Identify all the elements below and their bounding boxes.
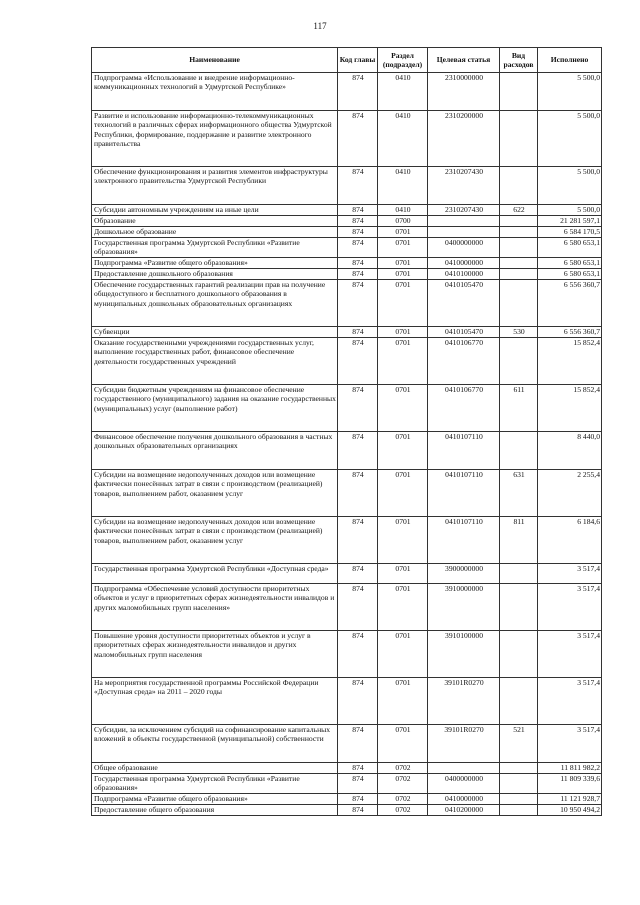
cell-chapter-code: 874 [338, 774, 378, 794]
cell-chapter-code: 874 [338, 631, 378, 678]
cell-section: 0702 [378, 774, 428, 794]
cell-expense-type [500, 774, 538, 794]
cell-expense-type [500, 631, 538, 678]
table-row [92, 238, 602, 258]
table-body [92, 73, 602, 816]
cell-section: 0701 [378, 517, 428, 564]
cell-name: Субсидии, за исключением субсидий на софинансирование капитальных вложений в объекты государственной (муниципальной) собственности [92, 725, 338, 763]
cell-executed: 11 121 928,7 [538, 794, 602, 805]
cell-name: Предоставление общего образования [92, 805, 338, 816]
cell-expense-type: 622 [500, 205, 538, 216]
cell-name: Финансовое обеспечение получения дошкольного образования в частных дошкольных образовательных организациях [92, 432, 338, 470]
cell-name: Общее образование [92, 763, 338, 774]
cell-name: Государственная программа Удмуртской Республики «Доступная среда» [92, 564, 338, 584]
table-row [92, 470, 602, 517]
cell-executed: 3 517,4 [538, 631, 602, 678]
cell-expense-type [500, 584, 538, 631]
cell-target-article: 2310207430 [428, 167, 500, 205]
cell-executed: 6 556 360,7 [538, 327, 602, 338]
cell-section: 0701 [378, 432, 428, 470]
cell-target-article: 2310207430 [428, 205, 500, 216]
cell-target-article: 0400000000 [428, 238, 500, 258]
cell-section: 0410 [378, 167, 428, 205]
cell-chapter-code: 874 [338, 227, 378, 238]
table-row [92, 258, 602, 269]
cell-executed: 6 184,6 [538, 517, 602, 564]
cell-section: 0701 [378, 238, 428, 258]
header-section: Раздел (подраздел) [378, 48, 428, 73]
cell-chapter-code: 874 [338, 111, 378, 167]
cell-executed: 3 517,4 [538, 678, 602, 725]
cell-chapter-code: 874 [338, 763, 378, 774]
table-row [92, 584, 602, 631]
budget-execution-table [91, 47, 602, 816]
cell-executed: 2 255,4 [538, 470, 602, 517]
table-row [92, 216, 602, 227]
cell-name: Субсидии на возмещение недополученных доходов или возмещение фактически понесённых затрат в связи с производством (реализацией) товаров, выполнением работ, оказанием услуг [92, 517, 338, 564]
cell-target-article: 0410100000 [428, 269, 500, 280]
cell-chapter-code: 874 [338, 470, 378, 517]
cell-chapter-code: 874 [338, 385, 378, 432]
cell-section: 0701 [378, 631, 428, 678]
cell-executed: 3 517,4 [538, 584, 602, 631]
cell-name: Подпрограмма «Развитие общего образования» [92, 258, 338, 269]
cell-section: 0701 [378, 564, 428, 584]
cell-section: 0702 [378, 794, 428, 805]
table-row [92, 517, 602, 564]
cell-expense-type [500, 238, 538, 258]
cell-section: 0700 [378, 216, 428, 227]
cell-expense-type [500, 111, 538, 167]
table-row [92, 564, 602, 584]
table-row [92, 794, 602, 805]
cell-target-article: 0410105470 [428, 327, 500, 338]
cell-section: 0410 [378, 205, 428, 216]
cell-section: 0702 [378, 763, 428, 774]
cell-executed: 21 281 597,1 [538, 216, 602, 227]
cell-section: 0701 [378, 385, 428, 432]
cell-chapter-code: 874 [338, 432, 378, 470]
cell-executed: 3 517,4 [538, 564, 602, 584]
table-row [92, 805, 602, 816]
cell-section: 0701 [378, 258, 428, 269]
cell-target-article: 3910000000 [428, 584, 500, 631]
cell-expense-type [500, 432, 538, 470]
table-row [92, 432, 602, 470]
cell-target-article: 0410107110 [428, 517, 500, 564]
table-row [92, 763, 602, 774]
cell-target-article: 2310200000 [428, 111, 500, 167]
cell-name: Развитие и использование информационно-телекоммуникационных технологий в различных сферах информационного общества Удмуртской Республики, формирование, поддержание и развитие электронного правительства [92, 111, 338, 167]
cell-chapter-code: 874 [338, 564, 378, 584]
header-target-article: Целевая статья [428, 48, 500, 73]
cell-executed: 8 440,0 [538, 432, 602, 470]
table-header-row [92, 48, 602, 73]
cell-chapter-code: 874 [338, 584, 378, 631]
cell-target-article: 2310000000 [428, 73, 500, 111]
cell-expense-type [500, 280, 538, 327]
table-row [92, 227, 602, 238]
cell-chapter-code: 874 [338, 517, 378, 564]
cell-target-article: 0410107110 [428, 470, 500, 517]
cell-executed: 5 500,0 [538, 205, 602, 216]
table-row [92, 385, 602, 432]
cell-section: 0701 [378, 269, 428, 280]
cell-section: 0701 [378, 280, 428, 327]
cell-target-article: 0410105470 [428, 280, 500, 327]
cell-executed: 10 950 494,2 [538, 805, 602, 816]
table-row [92, 338, 602, 385]
cell-expense-type [500, 678, 538, 725]
cell-name: Дошкольное образование [92, 227, 338, 238]
header-name: Наименование [92, 48, 338, 73]
cell-chapter-code: 874 [338, 238, 378, 258]
table-row [92, 725, 602, 763]
cell-executed: 11 811 982,2 [538, 763, 602, 774]
cell-expense-type: 521 [500, 725, 538, 763]
header-chapter-code: Код главы [338, 48, 378, 73]
cell-chapter-code: 874 [338, 258, 378, 269]
cell-target-article: 0410000000 [428, 258, 500, 269]
cell-target-article [428, 216, 500, 227]
cell-expense-type [500, 794, 538, 805]
cell-executed: 5 500,0 [538, 73, 602, 111]
cell-chapter-code: 874 [338, 280, 378, 327]
table-row [92, 73, 602, 111]
cell-executed: 6 580 653,1 [538, 269, 602, 280]
table-row [92, 269, 602, 280]
cell-expense-type: 631 [500, 470, 538, 517]
table-row [92, 280, 602, 327]
cell-chapter-code: 874 [338, 73, 378, 111]
cell-name: Субвенции [92, 327, 338, 338]
cell-section: 0701 [378, 584, 428, 631]
cell-executed: 15 852,4 [538, 385, 602, 432]
cell-expense-type [500, 763, 538, 774]
page-number: 117 [313, 21, 327, 31]
table-row [92, 774, 602, 794]
cell-section: 0701 [378, 470, 428, 517]
cell-section: 0701 [378, 725, 428, 763]
cell-executed: 11 809 339,6 [538, 774, 602, 794]
cell-expense-type [500, 269, 538, 280]
cell-expense-type: 811 [500, 517, 538, 564]
cell-name: Обеспечение государственных гарантий реализации прав на получение общедоступного и бесплатного дошкольного образования в муниципальных дошкольных образовательных организациях [92, 280, 338, 327]
cell-section: 0701 [378, 678, 428, 725]
cell-chapter-code: 874 [338, 205, 378, 216]
cell-section: 0702 [378, 805, 428, 816]
cell-expense-type [500, 227, 538, 238]
cell-name: Государственная программа Удмуртской Республики «Развитие образования» [92, 238, 338, 258]
cell-name: Субсидии бюджетным учреждениям на финансовое обеспечение государственного (муниципального) задания на оказание государственных (муниципальных) услуг (выполнение работ) [92, 385, 338, 432]
cell-name: Государственная программа Удмуртской Республики «Развитие образования» [92, 774, 338, 794]
table-row [92, 678, 602, 725]
cell-chapter-code: 874 [338, 794, 378, 805]
header-executed: Исполнено [538, 48, 602, 73]
cell-executed: 15 852,4 [538, 338, 602, 385]
cell-expense-type [500, 258, 538, 269]
cell-target-article: 0410106770 [428, 338, 500, 385]
cell-expense-type [500, 216, 538, 227]
cell-target-article: 39101R0270 [428, 725, 500, 763]
cell-executed: 5 500,0 [538, 167, 602, 205]
cell-chapter-code: 874 [338, 167, 378, 205]
table-row [92, 631, 602, 678]
cell-name: Обеспечение функционирования и развития элементов инфраструктуры электронного правительства Удмуртской Республики [92, 167, 338, 205]
cell-name: Субсидии на возмещение недополученных доходов или возмещение фактически понесённых затрат в связи с производством (реализацией) товаров, выполнением работ, оказанием услуг [92, 470, 338, 517]
cell-section: 0701 [378, 327, 428, 338]
cell-target-article: 3910100000 [428, 631, 500, 678]
cell-executed: 5 500,0 [538, 111, 602, 167]
cell-chapter-code: 874 [338, 678, 378, 725]
cell-chapter-code: 874 [338, 725, 378, 763]
table-row [92, 205, 602, 216]
cell-name: Субсидии автономным учреждениям на иные цели [92, 205, 338, 216]
table-row [92, 167, 602, 205]
table-row [92, 327, 602, 338]
cell-target-article: 0410200000 [428, 805, 500, 816]
cell-expense-type [500, 805, 538, 816]
cell-target-article: 0410106770 [428, 385, 500, 432]
cell-name: На мероприятия государственной программы Российской Федерации «Доступная среда» на 2011 – 2020 годы [92, 678, 338, 725]
cell-section: 0410 [378, 73, 428, 111]
cell-name: Оказание государственными учреждениями государственных услуг, выполнение государственных работ, финансовое обеспечение деятельности государственных учреждений [92, 338, 338, 385]
cell-target-article: 0410107110 [428, 432, 500, 470]
cell-name: Образование [92, 216, 338, 227]
cell-executed: 6 556 360,7 [538, 280, 602, 327]
cell-section: 0410 [378, 111, 428, 167]
cell-expense-type: 530 [500, 327, 538, 338]
cell-name: Подпрограмма «Использование и внедрение информационно-коммуникационных технологий в Удмуртской Республике» [92, 73, 338, 111]
cell-target-article [428, 227, 500, 238]
cell-expense-type [500, 564, 538, 584]
cell-chapter-code: 874 [338, 269, 378, 280]
cell-target-article: 0410000000 [428, 794, 500, 805]
cell-target-article: 3900000000 [428, 564, 500, 584]
cell-expense-type [500, 73, 538, 111]
cell-chapter-code: 874 [338, 216, 378, 227]
cell-executed: 6 580 653,1 [538, 238, 602, 258]
cell-name: Повышение уровня доступности приоритетных объектов и услуг в приоритетных сферах жизнедеятельности инвалидов и других маломобильных групп населения [92, 631, 338, 678]
cell-section: 0701 [378, 227, 428, 238]
cell-name: Предоставление дошкольного образования [92, 269, 338, 280]
cell-name: Подпрограмма «Обеспечение условий доступности приоритетных объектов и услуг в приоритетных сферах жизнедеятельности инвалидов и других маломобильных групп населения» [92, 584, 338, 631]
cell-chapter-code: 874 [338, 805, 378, 816]
table-row [92, 111, 602, 167]
cell-executed: 3 517,4 [538, 725, 602, 763]
cell-expense-type [500, 167, 538, 205]
header-expense-type: Вид расходов [500, 48, 538, 73]
cell-target-article: 0400000000 [428, 774, 500, 794]
cell-chapter-code: 874 [338, 327, 378, 338]
cell-target-article: 39101R0270 [428, 678, 500, 725]
cell-expense-type [500, 338, 538, 385]
cell-section: 0701 [378, 338, 428, 385]
cell-executed: 6 580 653,1 [538, 258, 602, 269]
cell-executed: 6 584 170,5 [538, 227, 602, 238]
cell-expense-type: 611 [500, 385, 538, 432]
cell-target-article [428, 763, 500, 774]
cell-chapter-code: 874 [338, 338, 378, 385]
cell-name: Подпрограмма «Развитие общего образования» [92, 794, 338, 805]
